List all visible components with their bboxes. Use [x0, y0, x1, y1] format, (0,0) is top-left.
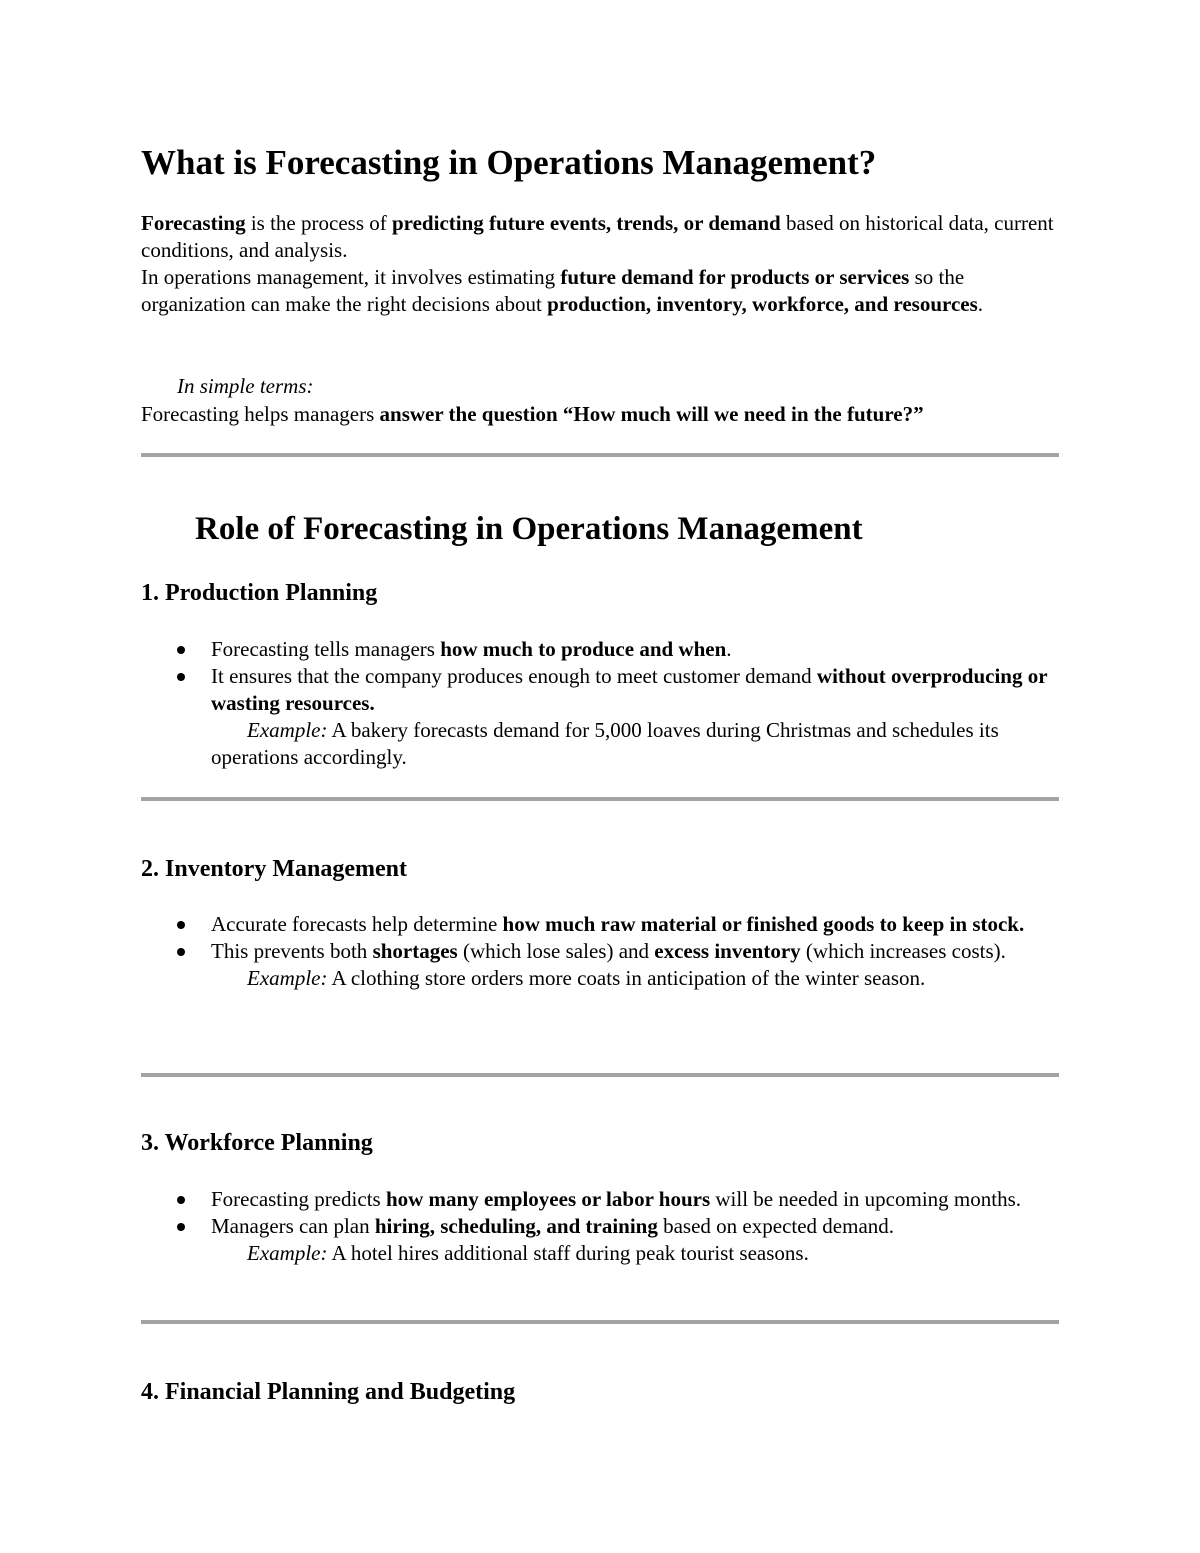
section-heading-workforce-planning: 3. Workforce Planning	[141, 1130, 373, 1156]
example-label: Example:	[247, 1241, 328, 1265]
list-item: Forecasting predicts how many employees or labor hours will be needed in upcoming months.	[141, 1186, 1059, 1213]
list-item: Accurate forecasts help determine how much raw material or finished goods to keep in stock.	[141, 911, 1059, 938]
production-planning-list	[141, 636, 1059, 771]
list-item: It ensures that the company produces enough to meet customer demand without overproducing or wasting resources. Example: A bakery forecasts demand for 5,000 loaves during Christmas and schedules its operations accordingly.	[141, 663, 1059, 771]
example-text: Example: A bakery forecasts demand for 5,000 loaves during Christmas and schedules its operations accordingly.	[211, 718, 999, 769]
section-heading-financial-planning: 4. Financial Planning and Budgeting	[141, 1379, 516, 1405]
example-text: Example: A clothing store orders more coats in anticipation of the winter season.	[247, 966, 926, 990]
bullet-icon	[177, 1196, 185, 1204]
intro-paragraph-3: Forecasting helps managers answer the question “How much will we need in the future?”	[141, 402, 924, 426]
horizontal-rule	[141, 1073, 1059, 1077]
page-title: What is Forecasting in Operations Management?	[141, 143, 877, 182]
list-item: Forecasting tells managers how much to produce and when.	[141, 636, 1059, 663]
horizontal-rule	[141, 453, 1059, 457]
example-label: Example:	[247, 966, 328, 990]
bullet-icon	[177, 673, 185, 681]
list-item: Managers can plan hiring, scheduling, and training based on expected demand. Example: A hotel hires additional staff during peak tourist seasons.	[141, 1213, 1059, 1267]
bullet-icon	[177, 948, 185, 956]
bullet-icon	[177, 1223, 185, 1231]
list-item: This prevents both shortages (which lose sales) and excess inventory (which increases costs). Example: A clothing store orders more coats in anticipation of the winter season.	[141, 938, 1059, 992]
intro-p1-term: Forecasting	[141, 211, 246, 235]
intro-paragraph-1: Forecasting is the process of predicting future events, trends, or demand based on historical data, current conditions, and analysis.	[141, 211, 1054, 262]
example-text: Example: A hotel hires additional staff during peak tourist seasons.	[247, 1241, 809, 1265]
workforce-planning-list	[141, 1186, 1059, 1267]
example-label: Example:	[247, 718, 328, 742]
section-heading-production-planning: 1. Production Planning	[141, 580, 378, 606]
horizontal-rule	[141, 1320, 1059, 1324]
bullet-icon	[177, 646, 185, 654]
section-heading-inventory-management: 2. Inventory Management	[141, 856, 407, 882]
section-title: Role of Forecasting in Operations Management	[195, 511, 863, 547]
intro-paragraph-2: In operations management, it involves estimating future demand for products or services so the organization can make the right decisions about production, inventory, workforce, and resources.	[141, 265, 984, 316]
inventory-management-list	[141, 911, 1059, 992]
horizontal-rule	[141, 797, 1059, 801]
bullet-icon	[177, 921, 185, 929]
simple-terms-label: In simple terms:	[177, 374, 314, 398]
